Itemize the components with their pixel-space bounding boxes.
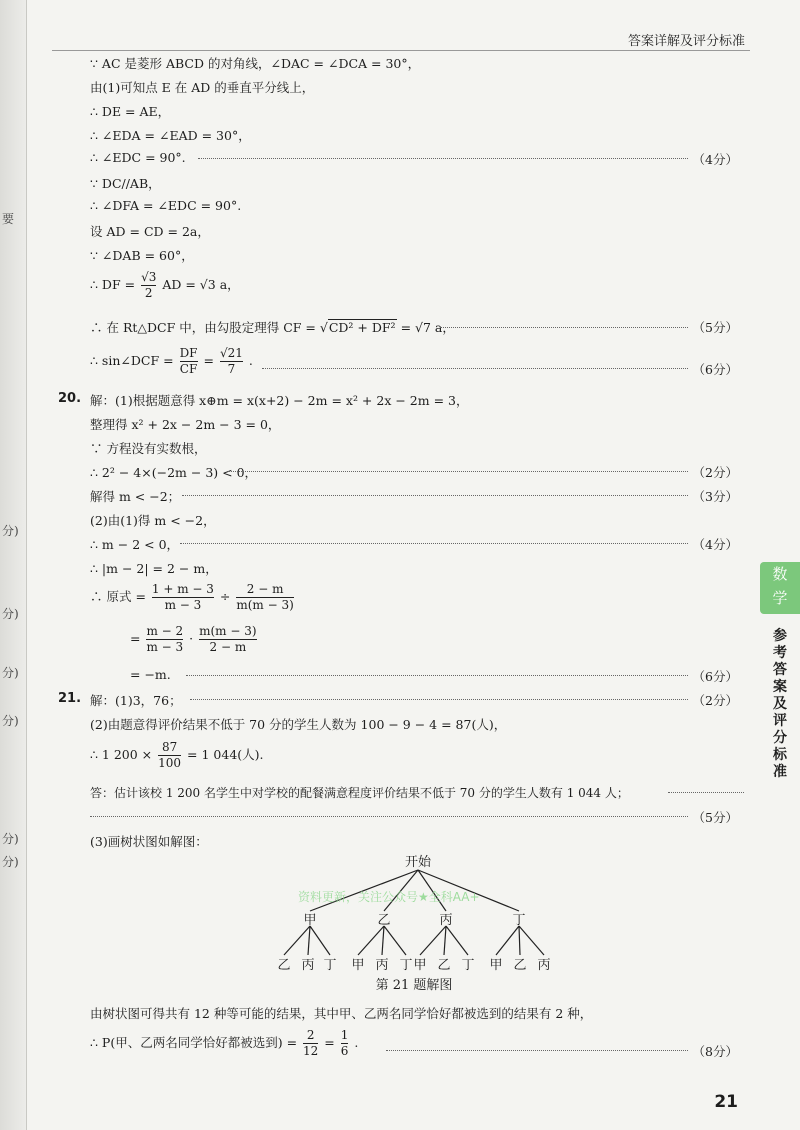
tree-node: 丁 bbox=[512, 913, 526, 928]
score-mark: （8分） bbox=[692, 1044, 738, 1059]
numerator: 2 − m bbox=[246, 582, 284, 596]
solution-line: ∴ |m − 2| = 2 − m， bbox=[90, 561, 218, 576]
solution-line: 由(1)可知点 E 在 AD 的垂直平分线上， bbox=[90, 80, 315, 95]
score-mark: （2分） bbox=[692, 693, 738, 708]
numerator: DF bbox=[179, 346, 198, 360]
expr-text: = bbox=[324, 1035, 335, 1050]
tree-leaf: 丙 bbox=[301, 958, 315, 973]
expr-text: ∴ DF = bbox=[90, 277, 136, 292]
numerator: m − 2 bbox=[146, 624, 184, 638]
left-edge-fragment: 分) bbox=[2, 832, 19, 846]
tree-root: 开始 bbox=[404, 855, 432, 870]
numerator: 1 + m − 3 bbox=[151, 582, 214, 596]
dot-leader bbox=[386, 1050, 688, 1051]
tree-leaf: 乙 bbox=[437, 958, 451, 973]
figure-caption: 第 21 题解图 bbox=[375, 978, 453, 993]
score-mark: （5分） bbox=[692, 810, 738, 825]
expr-text: ∴ 1 200 × bbox=[90, 747, 153, 762]
score-mark: （2分） bbox=[692, 465, 738, 480]
solution-line: ∵ AC 是菱形 ABCD 的对角线，∠DAC = ∠DCA = 30°， bbox=[90, 56, 421, 71]
solution-line: 答：估计该校 1 200 名学生中对学校的配餐满意程度评价结果不低于 70 分的学生人数有 1 044 人； bbox=[90, 786, 629, 800]
numerator: 1 bbox=[340, 1028, 349, 1042]
score-mark: （4分） bbox=[692, 152, 738, 167]
denominator: 7 bbox=[220, 361, 243, 377]
question-number: 21. bbox=[58, 691, 82, 706]
tree-leaf: 丁 bbox=[461, 958, 475, 973]
solution-line: 由树状图可得共有 12 种等可能的结果，其中甲、乙两名同学恰好都被选到的结果有 2 种， bbox=[90, 1006, 593, 1021]
tree-leaf: 丙 bbox=[537, 958, 551, 973]
solution-line: ∴ m − 2 < 0， bbox=[90, 537, 180, 552]
radicand: CD² + DF² bbox=[328, 320, 396, 335]
score-mark: （6分） bbox=[692, 669, 738, 684]
numerator: √21 bbox=[219, 346, 243, 360]
denominator: 2 − m bbox=[199, 639, 256, 655]
numerator: 87 bbox=[161, 740, 178, 754]
expr-text: = 1 044(人). bbox=[187, 747, 264, 762]
left-edge-fragment: 分) bbox=[2, 714, 19, 728]
fraction bbox=[341, 1028, 349, 1059]
tree-leaf: 甲 bbox=[489, 958, 503, 973]
expr-text: . bbox=[248, 353, 253, 368]
numerator: 2 bbox=[306, 1028, 315, 1042]
expr-text: = √7 a， bbox=[400, 320, 455, 335]
solution-line: 解：(1)3，76； bbox=[90, 693, 182, 708]
denominator: 6 bbox=[340, 1044, 349, 1058]
tree-node: 甲 bbox=[303, 913, 317, 928]
expr-text: ÷ bbox=[219, 589, 231, 604]
numerator: m(m − 3) bbox=[199, 624, 257, 638]
tree-leaf: 丙 bbox=[375, 958, 389, 973]
subject-tab[interactable] bbox=[760, 562, 800, 614]
score-mark: （5分） bbox=[692, 320, 738, 335]
denominator: m − 3 bbox=[152, 597, 214, 613]
denominator: 2 bbox=[141, 285, 156, 301]
left-edge-fragment: 分) bbox=[2, 666, 19, 680]
expr-text: AD = √3 a， bbox=[162, 277, 240, 292]
expr-text: · bbox=[189, 631, 194, 646]
solution-line: ∴ ∠DFA = ∠EDC = 90°. bbox=[90, 198, 242, 213]
solution-line: ∵ DC//AB， bbox=[90, 176, 161, 191]
page-number: 21 bbox=[714, 1092, 738, 1112]
left-edge-fragment: 分) bbox=[2, 855, 19, 869]
solution-line: ∵ ∠DAB = 60°， bbox=[90, 248, 194, 263]
solution-line: = −m. bbox=[130, 667, 171, 682]
fraction bbox=[303, 1028, 318, 1059]
score-mark: （4分） bbox=[692, 537, 738, 552]
question-number: 20. bbox=[58, 391, 82, 406]
page-header: 答案详解及评分标准 bbox=[627, 34, 745, 49]
tree-leaf: 乙 bbox=[277, 958, 291, 973]
solution-line: ∴ ∠EDC = 90°. bbox=[90, 150, 186, 165]
expr-text: = bbox=[130, 631, 141, 646]
solution-line: 设 AD = CD = 2a， bbox=[90, 224, 210, 239]
denominator: 12 bbox=[303, 1044, 319, 1058]
expr-text: ∴ P(甲、乙两名同学恰好都被选到) = bbox=[90, 1035, 298, 1050]
subject-tab-label: 学 bbox=[772, 589, 788, 607]
denominator: m(m − 3) bbox=[236, 598, 294, 612]
solution-line bbox=[90, 1028, 358, 1059]
tree-leaf: 甲 bbox=[413, 958, 427, 973]
tree-leaf: 丁 bbox=[323, 958, 337, 973]
tree-node: 丙 bbox=[439, 913, 453, 928]
tree-leaf: 乙 bbox=[513, 958, 527, 973]
expr-text: = bbox=[203, 353, 214, 368]
denominator: m − 3 bbox=[146, 640, 184, 654]
solution-line: (3)画树状图如解图： bbox=[90, 834, 208, 849]
tree-node: 乙 bbox=[377, 913, 391, 928]
solution-line: 解：(1)根据题意得 x⊕m = x(x+2) − 2m = x² + 2x − 2m = 3， bbox=[90, 393, 469, 408]
denominator: 100 bbox=[158, 756, 182, 770]
solution-line: ∵ 方程没有实数根， bbox=[90, 441, 207, 456]
solution-line: 整理得 x² + 2x − 2m − 3 = 0， bbox=[90, 417, 281, 432]
solution-line: ∴ DE = AE， bbox=[90, 104, 171, 119]
left-edge-fragment: 分) bbox=[2, 524, 19, 538]
tree-leaf: 甲 bbox=[351, 958, 365, 973]
tree-leaf: 丁 bbox=[399, 958, 413, 973]
numerator: √3 bbox=[141, 270, 157, 284]
solution-line: (2)由题意得评价结果不低于 70 分的学生人数为 100 − 9 − 4 = 87(人)， bbox=[90, 717, 507, 732]
watermark: 资料更新，关注公众号★全科AA+ bbox=[298, 890, 480, 904]
left-edge-fragment: 分) bbox=[2, 607, 19, 621]
denominator: CF bbox=[179, 362, 198, 376]
score-mark: （6分） bbox=[692, 362, 738, 377]
left-edge-fragment: 要 bbox=[2, 212, 15, 226]
solution-line: ∴ ∠EDA = ∠EAD = 30°， bbox=[90, 128, 251, 143]
expr-text: ∴ 在 Rt△DCF 中，由勾股定理得 CF = bbox=[90, 320, 316, 335]
solution-line: (2)由(1)得 m < −2， bbox=[90, 513, 216, 528]
expr-text: ∴ 原式 = bbox=[90, 589, 146, 604]
solution-line: ∴ 在 Rt△DCF 中，由勾股定理得 CF = √CD² + DF² = √7 a， bbox=[90, 320, 455, 335]
expr-text: ∴ sin∠DCF = bbox=[90, 353, 174, 368]
solution-line: 解得 m < −2； bbox=[90, 489, 181, 504]
subject-tab-label: 数 bbox=[772, 565, 788, 583]
side-section-label: 参考答案及评分标准 bbox=[773, 628, 787, 780]
expr-text: . bbox=[354, 1035, 359, 1050]
tree-edges bbox=[284, 870, 544, 955]
score-mark: （3分） bbox=[692, 489, 738, 504]
solution-line: ∴ 2² − 4×(−2m − 3) < 0， bbox=[90, 465, 258, 480]
